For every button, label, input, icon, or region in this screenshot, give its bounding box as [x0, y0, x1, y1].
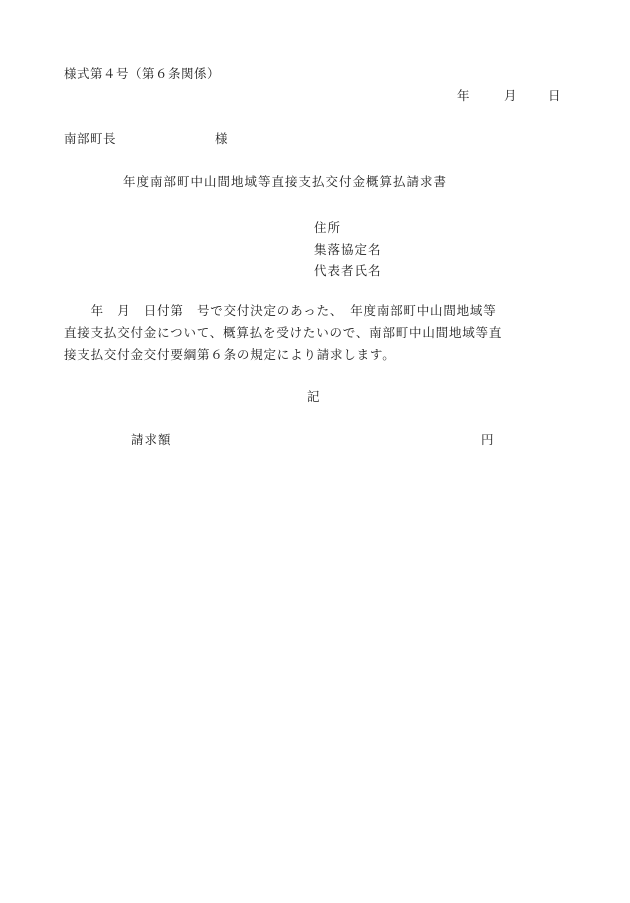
- form-number: 様式第４号（第６条関係）: [64, 66, 221, 81]
- ki-heading: 記: [307, 389, 321, 404]
- addressee-mayor: 南部町長: [64, 131, 117, 146]
- body-paragraph: [64, 300, 574, 366]
- body-line: 接支払交付金交付要綱第６条の規定により請求します。: [64, 347, 396, 362]
- representative-name-label: 代表者氏名: [314, 263, 382, 278]
- address-label: 住所: [314, 220, 342, 235]
- body-line: 年 月 日付第 号で交付決定のあった、 年度南部町中山間地域等: [64, 303, 497, 318]
- date-year-label: 年: [457, 88, 471, 103]
- request-amount-unit: 円: [481, 432, 495, 447]
- applicant-block: [314, 217, 382, 282]
- addressee-honorific: 様: [215, 131, 229, 146]
- agreement-name-label: 集落協定名: [314, 241, 382, 257]
- date-month-label: 月: [504, 88, 518, 103]
- request-amount-label: 請求額: [131, 432, 172, 447]
- date-day-label: 日: [548, 88, 562, 103]
- body-line: 直接支払交付金について、概算払を受けたいので、南部町中山間地域等直: [64, 325, 503, 340]
- document-title: 年度南部町中山間地域等直接支払交付金概算払請求書: [123, 174, 448, 189]
